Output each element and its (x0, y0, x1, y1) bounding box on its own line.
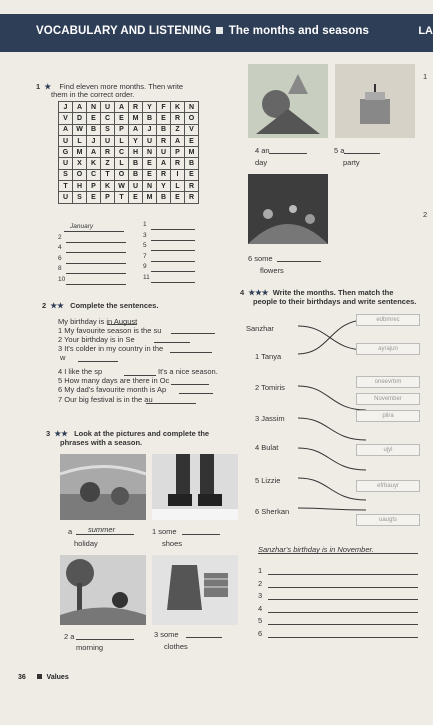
ex2-number: 2 (42, 301, 47, 310)
grid-row (59, 158, 199, 169)
grid-cell[interactable]: N (143, 147, 157, 158)
ex2-item: 7 Our big festival is in the au (58, 395, 153, 404)
ex2-item: 5 How many days are there in Oc (58, 376, 170, 385)
side-number-2: 2 (423, 210, 428, 219)
grid-cell[interactable]: N (87, 102, 101, 113)
ex4-answer-line[interactable] (268, 574, 418, 575)
ex4-answer-line[interactable] (268, 612, 418, 613)
ex3-title-line2: phrases with a season. (60, 438, 143, 447)
grid-cell[interactable]: M (73, 147, 87, 158)
ex2-answer-line[interactable] (171, 384, 209, 385)
grid-cell[interactable]: A (73, 102, 87, 113)
picture-winter-shoes (152, 454, 238, 520)
ex4-example-line (258, 553, 418, 554)
grid-cell[interactable]: D (73, 113, 87, 124)
ex4-line-number: 5 (258, 616, 263, 625)
ex2-answer-line[interactable] (78, 361, 118, 362)
grid-cell[interactable]: F (157, 102, 171, 113)
ex1-answer-right-label: 5 (143, 242, 147, 249)
grid-cell[interactable]: E (129, 192, 143, 203)
ex4-answer-line[interactable] (268, 637, 418, 638)
grid-cell[interactable]: C (115, 147, 129, 158)
picture-hot-day (248, 64, 328, 138)
grid-cell[interactable]: J (143, 124, 157, 135)
ex2-answer-line[interactable] (124, 375, 156, 376)
grid-cell[interactable]: R (101, 147, 115, 158)
ex3-a-answer: summer (88, 525, 116, 534)
ex1-answer-left-label: January (70, 223, 94, 230)
ex4-answer-line[interactable] (268, 587, 418, 588)
ex2-item: 3 It's colder in my country in the (58, 344, 164, 353)
ex4-word-box[interactable]: oneevrbm (356, 376, 420, 388)
grid-cell[interactable]: S (73, 192, 87, 203)
ex2-item: w (60, 353, 66, 362)
grid-cell[interactable]: V (185, 124, 199, 135)
grid-cell[interactable]: P (115, 124, 129, 135)
grid-cell[interactable]: R (171, 158, 185, 169)
ex4-person-name: 1 Tanya (255, 352, 282, 361)
pic5-word: party (343, 158, 360, 167)
ex4-number: 4 (240, 288, 245, 297)
ex4-heading (240, 288, 393, 297)
picture-flowers (248, 174, 328, 244)
grid-cell[interactable]: B (185, 158, 199, 169)
ex4-line-number: 4 (258, 603, 263, 613)
ex3-stars: ★★ (54, 429, 68, 438)
grid-cell[interactable]: B (129, 158, 143, 169)
ex1-answer-right-line[interactable] (151, 250, 195, 251)
ex1-answer-left-line[interactable] (66, 273, 126, 274)
ex3-heading (46, 429, 209, 438)
ex3-3-answer-line[interactable] (186, 637, 222, 638)
grid-row (59, 113, 199, 124)
ex3-1-label: 1 some (152, 527, 177, 536)
ex4-stars: ★★★ (248, 288, 269, 297)
header-title (36, 25, 369, 37)
grid-cell[interactable]: E (157, 113, 171, 124)
page-number: 36 (18, 674, 26, 681)
grid-cell[interactable]: A (129, 124, 143, 135)
ex3-1-answer-line[interactable] (182, 534, 220, 535)
ex1-instruction-line1: Find eleven more months. Then write (59, 82, 184, 91)
ex2-item: 1 My favourite season is the su (58, 326, 162, 335)
side-number-1: 1 (423, 72, 428, 81)
pic4-label: 4 an (255, 146, 270, 155)
grid-cell[interactable]: E (87, 113, 101, 124)
grid-cell[interactable]: U (59, 135, 73, 146)
square-bullet-icon (216, 27, 223, 34)
grid-cell[interactable]: L (115, 158, 129, 169)
grid-cell[interactable]: A (157, 158, 171, 169)
section-header (0, 14, 433, 52)
grid-cell[interactable]: P (171, 147, 185, 158)
ex2-example: My birthday is in August (58, 317, 138, 326)
grid-row (59, 147, 199, 158)
grid-cell[interactable]: T (101, 169, 115, 180)
ex1-answer-right-line[interactable] (151, 229, 195, 230)
grid-cell[interactable]: E (115, 113, 129, 124)
grid-cell[interactable]: U (101, 102, 115, 113)
ex4-line-number: 2 (258, 578, 263, 588)
grid-cell[interactable]: Z (171, 124, 185, 135)
ex4-word-box[interactable]: edbmrec (356, 314, 420, 326)
grid-cell[interactable]: B (129, 169, 143, 180)
ex3-2-label: 2 a (64, 632, 75, 641)
grid-row (59, 192, 199, 203)
grid-cell[interactable]: U (59, 158, 73, 169)
ex4-title-line1: Write the months. Then match the (272, 288, 394, 297)
ex3-2-word: morning (76, 643, 104, 652)
grid-cell[interactable]: B (157, 192, 171, 203)
grid-cell[interactable]: Z (101, 158, 115, 169)
grid-cell[interactable]: P (101, 192, 115, 203)
ex1-answer-right-label: 3 (143, 231, 147, 239)
grid-cell[interactable]: W (115, 181, 129, 192)
ex2-answer-line[interactable] (154, 342, 190, 343)
pic6-label: 6 some (248, 254, 273, 263)
ex2-stars: ★★ (50, 301, 64, 310)
grid-cell[interactable]: T (115, 192, 129, 203)
grid-cell[interactable]: R (129, 102, 143, 113)
grid-cell[interactable]: G (59, 147, 73, 158)
ex1-answer-left-line[interactable] (64, 231, 124, 232)
ex2-heading (42, 301, 158, 310)
grid-cell[interactable]: R (171, 113, 185, 124)
grid-cell[interactable]: E (171, 192, 185, 203)
ex1-number: 1 (36, 82, 41, 91)
grid-cell[interactable]: U (129, 181, 143, 192)
ex1-answer-left-line[interactable] (66, 284, 126, 285)
ex4-word-box[interactable]: November (356, 393, 420, 405)
ex3-a-label: a (68, 527, 73, 536)
grid-cell[interactable]: R (185, 192, 199, 203)
ex4-word-box[interactable]: ujyl (356, 444, 420, 456)
grid-cell[interactable]: J (87, 135, 101, 146)
ex1-answer-right-label: 9 (143, 263, 147, 270)
word-search-grid (58, 101, 199, 204)
ex2-answer-line[interactable] (179, 393, 213, 394)
grid-cell[interactable]: A (87, 147, 101, 158)
grid-row (59, 169, 199, 180)
ex1-answer-left-label: 4 (58, 244, 62, 251)
grid-cell[interactable]: B (87, 124, 101, 135)
grid-cell[interactable]: C (87, 169, 101, 180)
ex4-person-name: 6 Sherkan (255, 507, 290, 516)
grid-cell[interactable]: K (101, 181, 115, 192)
grid-cell[interactable]: W (73, 124, 87, 135)
header-side-tab: LA (418, 25, 433, 37)
ex1-answer-left-label: 10 (58, 275, 66, 283)
grid-cell[interactable]: L (73, 135, 87, 146)
ex4-word-box[interactable]: pilra (356, 410, 420, 422)
ex1-answer-right-label: 11 (143, 273, 150, 281)
ex4-word-box[interactable]: ayrajun (356, 343, 420, 355)
ex4-person-name: 4 Bulat (255, 443, 279, 452)
ex1-answer-right-label: 1 (143, 221, 147, 228)
grid-cell[interactable]: K (171, 102, 185, 113)
ex4-line-number: 6 (258, 628, 263, 638)
grid-cell[interactable]: T (59, 181, 73, 192)
ex4-answer-line[interactable] (268, 624, 418, 625)
grid-cell[interactable]: H (73, 181, 87, 192)
grid-cell[interactable]: Y (143, 102, 157, 113)
grid-cell[interactable]: U (143, 135, 157, 146)
grid-cell[interactable]: Y (129, 135, 143, 146)
pic4-answer-line[interactable] (269, 153, 307, 154)
header-title-left: VOCABULARY AND LISTENING (36, 25, 212, 37)
grid-cell[interactable]: U (59, 192, 73, 203)
square-bullet-icon (37, 674, 42, 679)
ex1-answer-right-line[interactable] (151, 271, 195, 272)
ex1-answer-right-line[interactable] (151, 282, 195, 283)
grid-cell[interactable]: B (143, 113, 157, 124)
grid-cell[interactable]: E (87, 192, 101, 203)
picture-autumn-clothes (152, 555, 238, 625)
ex3-a-word: holiday (74, 539, 98, 548)
picture-spring-morning (60, 555, 146, 625)
ex4-word-box[interactable]: uaugts (356, 514, 420, 526)
picture-summer-holiday (60, 454, 146, 520)
pic5-label: 5 a (334, 146, 345, 155)
picture-birthday-party (335, 64, 415, 138)
ex4-line-number: 3 (258, 591, 263, 600)
grid-cell[interactable]: P (87, 181, 101, 192)
grid-cell[interactable]: U (101, 135, 115, 146)
grid-cell[interactable]: S (59, 169, 73, 180)
grid-row (59, 135, 199, 146)
grid-cell[interactable]: A (171, 135, 185, 146)
grid-cell[interactable]: U (157, 147, 171, 158)
grid-row (59, 102, 199, 113)
ex1-answer-left-line[interactable] (66, 263, 126, 264)
grid-cell[interactable]: E (185, 169, 199, 180)
grid-cell[interactable]: A (115, 102, 129, 113)
grid-cell[interactable]: L (115, 135, 129, 146)
ex4-person-name: 2 Tomiris (255, 383, 285, 392)
grid-cell[interactable]: O (73, 169, 87, 180)
ex2-item: It's a nice season. (158, 367, 218, 376)
ex3-title-line1: Look at the pictures and complete the (74, 429, 210, 438)
ex4-person-name: 5 Lizzie (255, 476, 281, 485)
ex4-example-sentence: Sanzhar's birthday is in November. (258, 545, 374, 554)
ex2-item: 4 I like the sp (58, 367, 103, 376)
ex1-answer-left-label: 2 (58, 233, 62, 241)
ex4-person-name: 3 Jassim (255, 414, 285, 423)
ex1-answer-left-line[interactable] (66, 242, 126, 243)
grid-cell[interactable]: B (157, 124, 171, 135)
grid-cell[interactable]: N (143, 181, 157, 192)
grid-cell[interactable]: O (185, 113, 199, 124)
ex4-word-box[interactable]: efrbauyr (356, 480, 420, 492)
grid-row (59, 181, 199, 192)
grid-cell[interactable]: V (59, 113, 73, 124)
pic5-answer-line[interactable] (344, 153, 380, 154)
grid-cell[interactable]: M (185, 147, 199, 158)
ex2-item: 2 Your birthday is in Se (58, 335, 135, 344)
ex3-2-answer-line[interactable] (76, 639, 134, 640)
ex4-line-number: 1 (258, 566, 263, 575)
grid-cell[interactable]: X (73, 158, 87, 169)
ex1-instruction-line2: them in the correct order. (51, 90, 135, 99)
ex1-answer-right-label: 7 (143, 252, 147, 260)
page-footer (18, 674, 69, 681)
ex3-number: 3 (46, 429, 51, 438)
pic6-word: flowers (260, 266, 284, 275)
grid-cell[interactable]: I (171, 169, 185, 180)
ex2-answer-line[interactable] (171, 333, 215, 334)
grid-cell[interactable]: R (157, 169, 171, 180)
header-title-right: The months and seasons (228, 25, 369, 37)
grid-cell[interactable]: Y (157, 181, 171, 192)
grid-cell[interactable]: R (157, 135, 171, 146)
ex3-3-label: 3 some (154, 630, 179, 639)
ex2-example-line (107, 324, 137, 325)
ex4-person-name: Sanzhar (246, 324, 274, 333)
grid-cell[interactable]: N (185, 102, 199, 113)
grid-row (59, 124, 199, 135)
pic6-answer-line[interactable] (277, 261, 321, 262)
grid-cell[interactable]: M (143, 192, 157, 203)
ex2-item: 6 My dad's favourite month is Ap (58, 385, 167, 394)
grid-cell[interactable]: C (101, 113, 115, 124)
ex1-answer-right-line[interactable] (151, 240, 195, 241)
grid-cell[interactable]: L (171, 181, 185, 192)
grid-cell[interactable]: S (101, 124, 115, 135)
ex3-1-word: shoes (162, 539, 183, 548)
grid-cell[interactable]: E (143, 158, 157, 169)
ex1-answer-right-line[interactable] (151, 261, 195, 262)
grid-cell[interactable]: M (129, 113, 143, 124)
ex2-answer-line[interactable] (170, 352, 212, 353)
ex1-answer-left-line[interactable] (66, 252, 126, 253)
grid-cell[interactable]: A (59, 124, 73, 135)
grid-cell[interactable]: K (87, 158, 101, 169)
ex4-answer-line[interactable] (268, 599, 418, 600)
ex1-answer-left-label: 8 (58, 265, 62, 272)
ex4-title-line2: people to their birthdays and write sentences. (253, 297, 417, 306)
ex2-answer-line[interactable] (146, 403, 196, 404)
ex1-answer-left-label: 6 (58, 254, 62, 262)
grid-cell[interactable]: J (59, 102, 73, 113)
pic4-word: day (255, 158, 268, 167)
ex1-stars: ★ (44, 82, 52, 91)
ex2-title: Complete the sentences. (70, 301, 159, 310)
ex3-3-word: clothes (164, 642, 188, 651)
grid-cell[interactable]: E (185, 135, 199, 146)
grid-cell[interactable]: R (185, 181, 199, 192)
ex3-a-answer-line[interactable] (76, 534, 134, 535)
footer-label: Values (46, 674, 69, 681)
grid-cell[interactable]: O (115, 169, 129, 180)
grid-cell[interactable]: E (143, 169, 157, 180)
grid-cell[interactable]: H (129, 147, 143, 158)
